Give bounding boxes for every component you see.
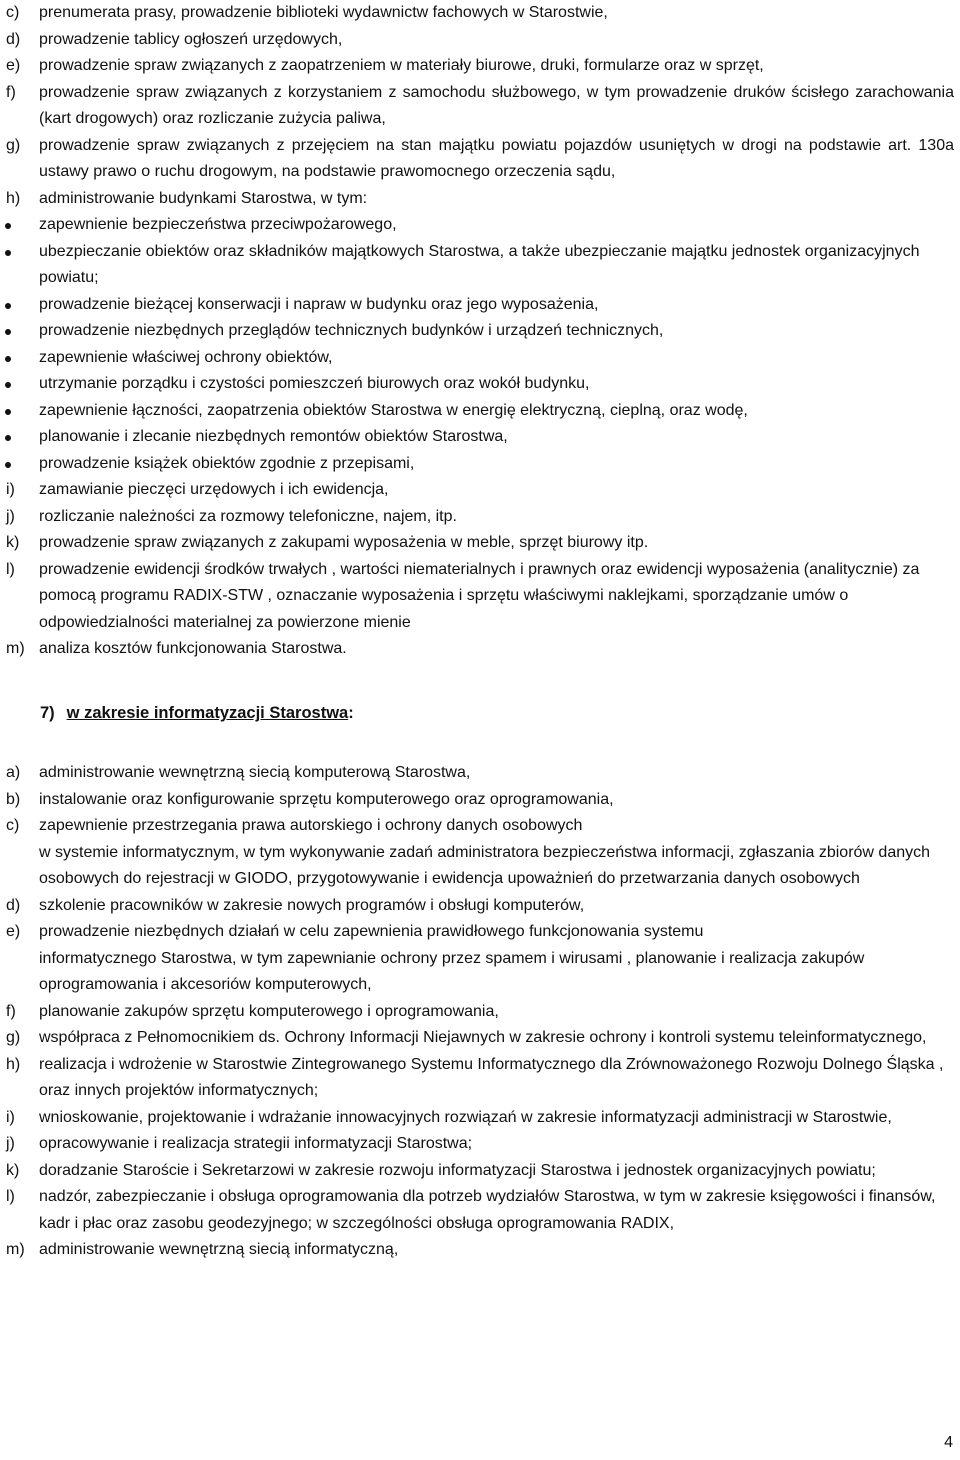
item-marker: k) bbox=[6, 534, 20, 551]
bullet-text: zapewnienie łączności, zaopatrzenia obiektów Starostwa w energię elektryczną, cieplną, oraz wodę, bbox=[39, 401, 748, 419]
item-text: prowadzenie ewidencji środków trwałych , wartości niematerialnych i prawnych oraz ewidencji wyposażenia (analitycznie) za pomocą programu RADIX-STW , oznaczanie wyposażenia i sprzętu właściwymi naklejkami, sporządzanie umów o odpowiedzialności materialnej za powierzone mienie bbox=[39, 560, 920, 631]
section-7-list bbox=[0, 760, 960, 1264]
item-marker: l) bbox=[6, 560, 15, 578]
item-marker: b) bbox=[6, 790, 21, 808]
item-marker: m) bbox=[6, 640, 25, 657]
bullet-item bbox=[0, 398, 960, 425]
list-item-c bbox=[0, 0, 960, 27]
bullet-item bbox=[0, 318, 960, 345]
item-marker: e) bbox=[6, 923, 21, 940]
item-marker: d) bbox=[6, 896, 21, 914]
bullet-icon bbox=[5, 250, 11, 256]
list-item-b bbox=[0, 787, 960, 814]
section-number: 7) bbox=[40, 704, 55, 722]
item-text: współpraca z Pełnomocnikiem ds. Ochrony Informacji Niejawnych w zakresie ochrony i kontroli systemu teleinformatycznego, bbox=[39, 1029, 927, 1046]
list-item-g bbox=[0, 1025, 960, 1052]
section-1-list bbox=[0, 0, 960, 663]
list-item-d bbox=[0, 27, 960, 54]
item-marker: k) bbox=[6, 1161, 20, 1179]
bullet-icon bbox=[5, 462, 11, 468]
bullet-text: utrzymanie porządku i czystości pomieszczeń biurowych oraz wokół budynku, bbox=[39, 375, 590, 392]
item-text: wnioskowanie, projektowanie i wdrażanie innowacyjnych rozwiązań w zakresie informatyzacji administracji w Starostwie, bbox=[39, 1108, 892, 1126]
list-item-g bbox=[0, 133, 960, 186]
list-item-m bbox=[0, 636, 960, 663]
section-7-heading bbox=[40, 700, 354, 726]
item-text: opracowywanie i realizacja strategii informatyzacji Starostwa; bbox=[39, 1135, 473, 1152]
bullet-item bbox=[0, 451, 960, 478]
item-marker: h) bbox=[6, 1055, 21, 1073]
item-marker: l) bbox=[6, 1188, 15, 1205]
bullet-item bbox=[0, 424, 960, 451]
bullet-icon bbox=[5, 409, 11, 415]
bullet-icon bbox=[5, 356, 11, 362]
list-item-h bbox=[0, 1052, 960, 1105]
bullet-icon bbox=[5, 329, 11, 335]
item-marker: g) bbox=[6, 1029, 21, 1046]
item-marker: j) bbox=[6, 507, 15, 525]
list-item-i bbox=[0, 477, 960, 504]
bullet-item bbox=[0, 239, 960, 292]
item-marker: a) bbox=[6, 764, 21, 781]
list-item-l bbox=[0, 1184, 960, 1237]
item-marker: h) bbox=[6, 189, 21, 207]
bullet-text: prowadzenie bieżącej konserwacji i napraw w budynku oraz jego wyposażenia, bbox=[39, 295, 599, 313]
item-text: administrowanie budynkami Starostwa, w tym: bbox=[39, 189, 368, 207]
item-text: rozliczanie należności za rozmowy telefoniczne, najem, itp. bbox=[39, 507, 457, 525]
item-text: informatycznego Starostwa, w tym zapewnianie ochrony przez spamem i wirusami , planowanie i realizacja zakupów oprogramowania i akcesoriów komputerowych, bbox=[39, 949, 865, 993]
bullet-item bbox=[0, 371, 960, 398]
item-text: prowadzenie spraw związanych z zakupami wyposażenia w meble, sprzęt biurowy itp. bbox=[39, 534, 649, 551]
section-title: w zakresie informatyzacji Starostwa bbox=[66, 704, 349, 722]
item-text: zapewnienie przestrzegania prawa autorskiego i ochrony danych osobowych bbox=[39, 817, 583, 834]
item-text: prenumerata prasy, prowadzenie biblioteki wydawnictw fachowych w Starostwie, bbox=[39, 4, 608, 21]
list-item-c-continuation bbox=[0, 840, 960, 893]
section-colon: : bbox=[348, 704, 354, 722]
list-item-i bbox=[0, 1105, 960, 1132]
page-number: 4 bbox=[944, 1434, 953, 1451]
bullet-text: ubezpieczanie obiektów oraz składników majątkowych Starostwa, a także ubezpieczanie majątku jednostek organizacyjnych powiatu; bbox=[39, 242, 920, 286]
item-marker: j) bbox=[6, 1135, 15, 1152]
list-item-e-continuation bbox=[0, 946, 960, 999]
bullet-icon bbox=[5, 382, 11, 388]
item-text: instalowanie oraz konfigurowanie sprzętu komputerowego oraz oprogramowania, bbox=[39, 790, 614, 808]
item-marker: c) bbox=[6, 817, 20, 834]
list-item-e bbox=[0, 919, 960, 946]
list-item-l bbox=[0, 557, 960, 637]
bullet-item bbox=[0, 292, 960, 319]
item-text: doradzanie Staroście i Sekretarzowi w zakresie rozwoju informatyzacji Starostwa i jednostek organizacyjnych powiatu; bbox=[39, 1161, 876, 1179]
bullet-icon bbox=[5, 223, 11, 229]
list-item-f bbox=[0, 999, 960, 1026]
list-item-k bbox=[0, 1158, 960, 1185]
item-text: zamawianie pieczęci urzędowych i ich ewidencja, bbox=[39, 481, 389, 498]
item-marker: e) bbox=[6, 57, 21, 74]
item-marker: i) bbox=[6, 481, 15, 498]
list-item-a bbox=[0, 760, 960, 787]
list-item-m bbox=[0, 1237, 960, 1264]
item-text: prowadzenie spraw związanych z zaopatrzeniem w materiały biurowe, druki, formularze oraz w sprzęt, bbox=[39, 57, 764, 74]
item-text: realizacja i wdrożenie w Starostwie Zintegrowanego Systemu Informatycznego dla Zrównoważonego Rozwoju Dolnego Śląska , oraz innych projektów informatycznych; bbox=[39, 1055, 944, 1099]
item-text: prowadzenie spraw związanych z korzystaniem z samochodu służbowego, w tym prowadzenie druków ścisłego zarachowania (kart drogowych) oraz rozliczanie zużycia paliwa, bbox=[39, 83, 954, 127]
list-item-f bbox=[0, 80, 960, 133]
bullet-icon bbox=[5, 435, 11, 441]
list-item-e bbox=[0, 53, 960, 80]
item-marker: i) bbox=[6, 1108, 15, 1126]
item-text: nadzór, zabezpieczanie i obsługa oprogramowania dla potrzeb wydziałów Starostwa, w tym w zakresie księgowości i finansów, kadr i płac oraz zasobu geodezyjnego; w szczególności obsługa oprogramowania RADIX, bbox=[39, 1188, 936, 1232]
bullet-text: planowanie i zlecanie niezbędnych remontów obiektów Starostwa, bbox=[39, 428, 508, 445]
item-text: prowadzenie niezbędnych działań w celu zapewnienia prawidłowego funkcjonowania systemu bbox=[39, 923, 704, 940]
item-text: szkolenie pracowników w zakresie nowych programów i obsługi komputerów, bbox=[39, 896, 585, 914]
item-text: administrowanie wewnętrzną siecią komputerową Starostwa, bbox=[39, 764, 471, 781]
list-item-c bbox=[0, 813, 960, 840]
bullet-text: prowadzenie książek obiektów zgodnie z przepisami, bbox=[39, 454, 415, 472]
item-text: analiza kosztów funkcjonowania Starostwa. bbox=[39, 640, 347, 657]
item-marker: c) bbox=[6, 4, 20, 21]
item-marker: f) bbox=[6, 1002, 16, 1020]
bullet-icon bbox=[5, 303, 11, 309]
item-marker: d) bbox=[6, 30, 21, 48]
item-text: prowadzenie tablicy ogłoszeń urzędowych, bbox=[39, 30, 343, 48]
item-text: w systemie informatycznym, w tym wykonywanie zadań administratora bezpieczeństwa informacji, zgłaszania zbiorów danych osobowych do rejestracji w GIODO, przygotowywanie i ewidencja upoważnień do przetwarzania danych osobowych bbox=[39, 843, 931, 887]
list-item-j bbox=[0, 1131, 960, 1158]
item-text: planowanie zakupów sprzętu komputerowego i oprogramowania, bbox=[39, 1002, 499, 1020]
list-item-j bbox=[0, 504, 960, 531]
item-marker: m) bbox=[6, 1241, 25, 1258]
item-marker: g) bbox=[6, 136, 21, 154]
item-marker: f) bbox=[6, 83, 16, 101]
bullet-item bbox=[0, 345, 960, 372]
bullet-item bbox=[0, 212, 960, 239]
list-item-k bbox=[0, 530, 960, 557]
bullet-text: prowadzenie niezbędnych przeglądów technicznych budynków i urządzeń technicznych, bbox=[39, 322, 664, 339]
item-text: administrowanie wewnętrzną siecią informatyczną, bbox=[39, 1241, 399, 1258]
bullet-text: zapewnienie właściwej ochrony obiektów, bbox=[39, 348, 333, 366]
list-item-d bbox=[0, 893, 960, 920]
item-text: prowadzenie spraw związanych z przejęciem na stan majątku powiatu pojazdów usuniętych w drogi na podstawie art. 130a ustawy prawo o ruchu drogowym, na podstawie prawomocnego orzeczenia sądu, bbox=[39, 136, 954, 180]
bullet-text: zapewnienie bezpieczeństwa przeciwpożarowego, bbox=[39, 216, 397, 233]
list-item-h bbox=[0, 186, 960, 213]
